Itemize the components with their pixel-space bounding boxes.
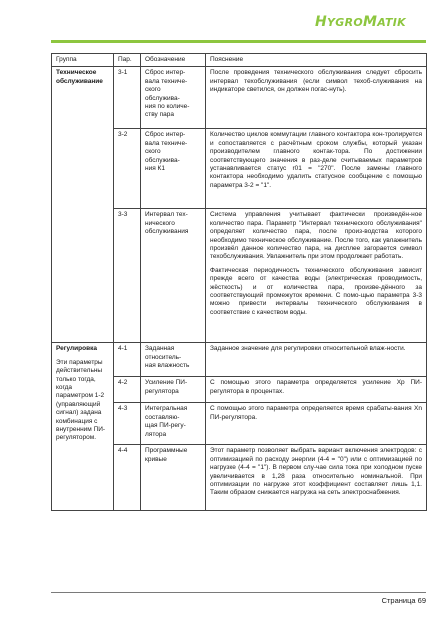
param-number: 4-2 (114, 377, 141, 403)
param-name: Программные кривые (141, 445, 206, 511)
param-name: Сброс интер- вала техниче- ского обслужива- ния по количе- ству пара (141, 67, 206, 129)
param-name: Заданная относитель- ная влажность (141, 343, 206, 377)
group-cell-maintenance (52, 67, 114, 343)
param-number: 4-1 (114, 343, 141, 377)
param-description: Количество циклов коммутации главного контактора кон-тролируется и сопоставляется с расчётным сроком службы, который указан производителем главного контак-тора. По достижении соответствующего значения в раз-деле считываемых параметров устанавливается статус r01 = "270". После замены главного контактора необходимо удалить статусное сообщение с помощью параметра 3-2 = "1". (206, 129, 427, 209)
group-title: Техническое обслуживание (56, 69, 103, 85)
param-name: Сброс интер- вала техниче- ского обслужива- ния К1 (141, 129, 206, 209)
param-number: 3-2 (114, 129, 141, 209)
param-description: Система управления учитывает фактически произведён-ное количество пара. Параметр "Интервал технического обслуживания" определяет количество пара, после произ-водства которого необходимо техническое обслуживание. После того, как увлажнитель произвёл данное количество пара, на дисплее загорается символ техобслуживания. Увлажнитель при этом продолжает работать. Фактическая периодичность технического обслуживания зависит прежде всего от качества воды (электрическая проводимость, жёсткость) и от количества пара, произве-дённого за соответствующий промежуток времени. С помо-щью параметра 3-3 можно привести интервалы технического обслуживания в соответствие с качеством воды. (206, 209, 427, 343)
param-number: 3-1 (114, 67, 141, 129)
header-group: Группа (52, 54, 114, 67)
group-cell-regulation (52, 343, 114, 511)
table-row (52, 343, 427, 377)
table-row (52, 67, 427, 129)
header-rule (51, 40, 426, 43)
header-name: Обозначение (141, 54, 206, 67)
param-number: 3-3 (114, 209, 141, 343)
hygromatik-logo: HYGROMATIK (314, 14, 406, 30)
param-name: Усиление ПИ- регулятора (141, 377, 206, 403)
param-description: Заданное значение для регулировки относительной влаж-ности. (206, 343, 427, 377)
group-note: Эти параметры действительны только тогда, когда параметром 1-2 (управляющий сигнал) задана комбинация с внутренним ПИ-регулятором. (56, 358, 106, 442)
param-name: Интервал тех- нического обслуживания (141, 209, 206, 343)
param-number: 4-4 (114, 445, 141, 511)
param-description: С помощью этого параметра определяется время срабаты-вания Xn ПИ-регулятора. (206, 403, 427, 445)
group-title: Регулировка (56, 345, 97, 353)
header-desc: Пояснение (206, 54, 427, 67)
parameters-table (51, 53, 427, 511)
header-par: Пар. (114, 54, 141, 67)
param-name: Интегральная составляю- щая ПИ-регу- лятора (141, 403, 206, 445)
table-header-row (52, 54, 427, 67)
param-description: Этот параметр позволяет выбрать вариант включения электродов: с оптимизацией по расходу энергии (4-4 = "0") или с оптимизацией по нагрузке (4-4 = "1"). В первом слу-чае сила тока при холодном пуске увеличивается в 1,28 раза относительно номинальной. При оптимизации по нагрузке этот коэффициент составляет лишь 1,1. Таким образом снижается нагрузка на сеть электроснабжения. (206, 445, 427, 511)
param-description: С помощью этого параметра определяется усиление Xp ПИ-регулятора в процентах. (206, 377, 427, 403)
footer-rule (51, 592, 426, 593)
param-description: После проведения технического обслуживания следует сбросить интервал техобслуживания (если символ техоб-служивания на индикаторе светился, он должен погас-нуть). (206, 67, 427, 129)
page-number: Страница 69 (381, 596, 426, 605)
param-number: 4-3 (114, 403, 141, 445)
